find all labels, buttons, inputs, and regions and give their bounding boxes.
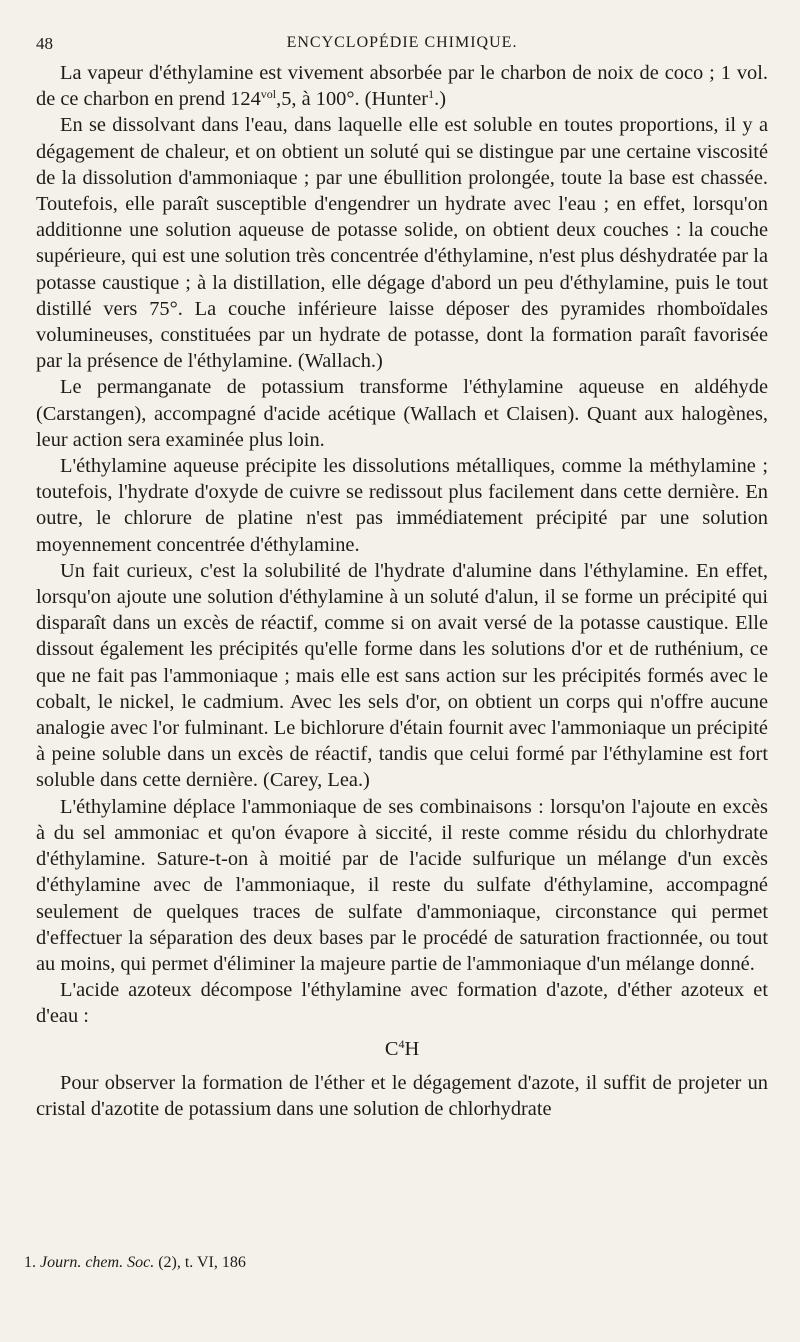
paragraph: Le permanganate de potassium transforme l'éthylamine aqueuse en aldéhyde (Carstangen), accompagné d'acide acétique (Wallach et Claisen). Quant aux halogènes, leur action sera examinée plus loin.	[36, 376, 768, 451]
footnote-journal: Journ. chem. Soc.	[40, 1254, 155, 1271]
paragraph: L'éthylamine déplace l'ammoniaque de ses combinaisons : lorsqu'on l'ajoute en excès à du sel ammoniac et qu'on évapore à siccité, il reste comme résidu du chlorhydrate d'éthylamine. Sature-t-on à moitié par de l'acide sulfurique un mélange d'un excès d'éthylamine avec de l'ammoniaque, il reste du sulfate d'éthylamine, accompagné seulement de quelques traces de sulfate d'ammoniaque, circonstance qui permet d'effectuer la séparation des deux bases par le procédé de saturation fractionnée, ou tout au moins, qui permet d'éliminer la majeure partie de l'ammoniaque d'un mélange donné.	[36, 795, 768, 975]
footnote	[24, 1254, 246, 1272]
paragraph: L'acide azoteux décompose l'éthylamine avec formation d'azote, d'éther azoteux et d'eau :	[36, 979, 768, 1028]
paragraph: Un fait curieux, c'est la solubilité de l'hydrate d'alumine dans l'éthylamine. En effet, lorsqu'on ajoute une solution d'éthylamine à un soluté d'alun, il se forme un précipité qui disparaît dans un excès de réactif, comme si on avait versé de la potasse caustique. Elle dissout également les précipités qu'elle forme dans les solutions d'or et de ruthénium, ce que ne fait pas l'ammoniaque ; mais elle est sans action sur les précipités formés avec le cobalt, le nickel, le cadmium. Avec les sels d'or, on obtient un corps qui n'offre aucune analogie avec l'or fulminant. Le bichlorure d'étain fournit avec l'ammoniaque un précipité à peine soluble dans un excès de réactif, tandis que celui formé par l'éthylamine est fort soluble dans cette dernière. (Carey, Lea.)	[36, 559, 768, 792]
chemical-equation: $C^4H$	[384, 1036, 420, 1060]
footnote-reference: (2), t. VI, 186	[158, 1254, 246, 1271]
paragraph: En se dissolvant dans l'eau, dans laquelle elle est soluble en toutes proportions, il y a dégagement de chaleur, et on obtient un soluté qui se distingue par une certaine viscosité de la dissolution d'ammoniaque ; par une ébullition prolongée, toute la base est chassée. Toutefois, elle paraît susceptible d'engendrer un hydrate avec l'eau ; en effet, lorsqu'on additionne une solution aqueuse de potasse solide, on obtient deux couches : la couche supérieure, qui est une solution très concentrée d'éthylamine, n'est plus déshydratée par la potasse caustique ; à la distillation, elle dégage d'abord un peu d'éthylamine, puis le tout distillé vers 75°. La couche inférieure laisse déposer des pyramides rhomboïdales volumineuses, constituées par un hydrate de potasse, dont la formation paraît favorisée par la présence de l'éthylamine. (Wallach.)	[36, 114, 768, 373]
running-title: ENCYCLOPÉDIE CHIMIQUE.	[286, 34, 518, 51]
paragraph: L'éthylamine aqueuse précipite les dissolutions métalliques, comme la méthylamine ; toutefois, l'hydrate d'oxyde de cuivre se redissout plus facilement dans cette dernière. En outre, le chlorure de platine n'est pas immédiatement précipité par une solution moyennement concentrée d'éthylamine.	[36, 455, 768, 556]
footnote-ref: 1	[428, 87, 435, 102]
footnote-number: 1.	[24, 1254, 36, 1271]
page-number: 48	[36, 34, 53, 53]
paragraph: La vapeur d'éthylamine est vivement absorbée par le charbon de noix de coco ; 1 vol. de ce charbon en prend $124^{vol},5$, à 100°. (Hunter$^1$.)	[36, 62, 768, 111]
body-text	[36, 60, 768, 1122]
paragraph: Pour observer la formation de l'éther et le dégagement d'azote, il suffit de projeter un cristal d'azotite de potassium dans une solution de chlorhydrate	[36, 1071, 768, 1120]
page	[36, 30, 768, 1122]
page-header	[36, 30, 768, 60]
